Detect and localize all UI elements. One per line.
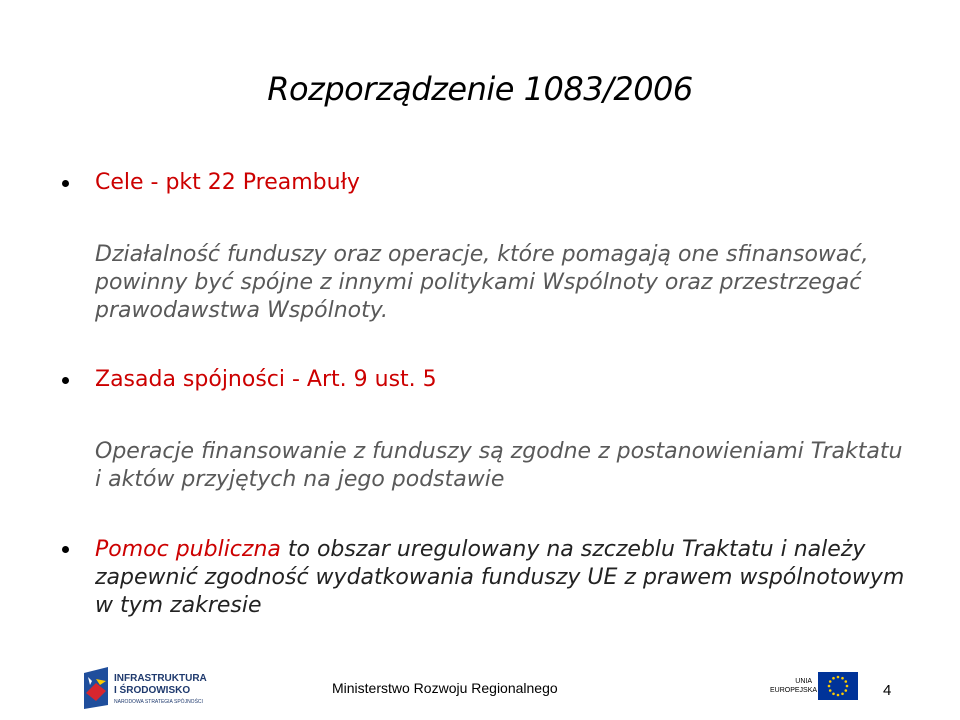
- infrastruktura-emblem-icon: [82, 665, 217, 711]
- section-text-cohesion: Operacje finansowanie z funduszy są zgodne z postanowieniami Traktatu i aktów przyjętych na jego podstawie: [95, 439, 903, 492]
- eu-flag-icon: [818, 672, 858, 700]
- section-text-goals: Działalność funduszy oraz operacje, które pomagają one sfinansować, powinny być spójne z innymi politykami Wspólnoty oraz przestrzegać prawodawstwa Wspólnoty.: [95, 242, 869, 323]
- eu-label: [770, 677, 818, 695]
- logo-line3: NARODOWA STRATEGIA SPÓJNOŚCI: [114, 699, 203, 705]
- eu-label-line2: EUROPEJSKA: [770, 687, 818, 694]
- logo-line1: INFRASTRUKTURA: [114, 673, 207, 684]
- bullet-dot: [62, 375, 74, 387]
- section-text-state-aid: [95, 536, 915, 620]
- section-heading-goals: Cele - pkt 22 Preambuły: [95, 170, 360, 195]
- page-number: 4: [883, 682, 892, 699]
- bullet-dot: [62, 178, 74, 190]
- slide-title: Rozporządzenie 1083/2006: [267, 70, 693, 108]
- bullet-dot: [62, 544, 74, 556]
- state-aid-text: to obszar uregulowany na szczeblu Traktatu i należy zapewnić zgodność wydatkowania funduszy UE z prawem wspólnotowym w tym zakresie: [95, 537, 905, 618]
- state-aid-lead: Pomoc publiczna: [95, 537, 281, 562]
- infrastruktura-logo: [82, 665, 217, 711]
- eu-label-line1: UNIA: [795, 678, 812, 685]
- logo-line2: I ŚRODOWISKO: [114, 685, 191, 696]
- section-heading-cohesion: Zasada spójności - Art. 9 ust. 5: [95, 367, 437, 392]
- footer-ministry: Ministerstwo Rozwoju Regionalnego: [332, 680, 558, 696]
